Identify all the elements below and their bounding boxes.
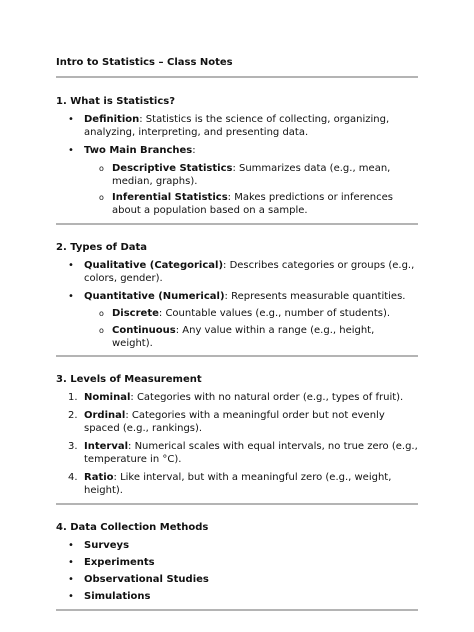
item-number: 2. xyxy=(68,410,78,421)
sub-bullet-icon: o xyxy=(99,193,104,202)
divider xyxy=(56,503,418,505)
bullet-icon: • xyxy=(68,145,74,156)
item-term: Definition xyxy=(84,114,140,125)
item-term: Quantitative (Numerical) xyxy=(84,291,225,302)
section-types-of-data xyxy=(56,241,418,350)
section-heading: 4. Data Collection Methods xyxy=(56,522,209,533)
sub-bullet-list xyxy=(56,307,418,350)
item-text: : Makes predictions or inferences about a population based on a sample. xyxy=(112,192,393,216)
item-text: : Statistics is the science of collecting, organizing, analyzing, interpreting, and presenting data. xyxy=(84,114,390,138)
item-term: Continuous xyxy=(112,325,176,336)
divider xyxy=(56,355,418,357)
item-text: : Categories with a meaningful order but not evenly spaced (e.g., rankings). xyxy=(84,410,385,434)
item-term: Qualitative (Categorical) xyxy=(84,260,224,271)
list-item xyxy=(56,391,418,404)
divider xyxy=(56,223,418,225)
sub-list-item xyxy=(56,307,418,320)
item-text: : xyxy=(192,145,196,156)
list-item xyxy=(56,113,418,139)
list-item xyxy=(56,471,418,497)
item-number: 1. xyxy=(68,392,78,403)
list-item xyxy=(56,440,418,466)
list-item xyxy=(56,556,418,569)
sub-list-item xyxy=(56,324,418,350)
divider xyxy=(56,76,418,78)
list-item xyxy=(56,409,418,435)
sub-list-item xyxy=(56,162,418,188)
item-text: : Countable values (e.g., number of students). xyxy=(158,308,391,319)
sub-bullet-list xyxy=(56,162,418,217)
page-title: Intro to Statistics – Class Notes xyxy=(56,57,233,68)
list-item xyxy=(56,539,418,552)
bullet-icon: • xyxy=(68,291,74,302)
sub-bullet-icon: o xyxy=(99,326,104,335)
section-levels-of-measurement xyxy=(56,373,418,497)
bullet-icon: • xyxy=(68,591,74,602)
section-heading: 3. Levels of Measurement xyxy=(56,374,202,385)
bullet-icon: • xyxy=(68,557,74,568)
section-data-collection-methods xyxy=(56,521,418,603)
list-item xyxy=(56,590,418,603)
bullet-icon: • xyxy=(68,114,74,125)
divider xyxy=(56,609,418,611)
list-item xyxy=(56,259,418,285)
item-term: Ordinal xyxy=(84,410,126,421)
item-term: Interval xyxy=(84,441,129,452)
section-heading: 1. What is Statistics? xyxy=(56,96,176,107)
bullet-list xyxy=(56,113,418,157)
bullet-list xyxy=(56,539,418,603)
item-term: Observational Studies xyxy=(84,574,209,585)
item-term: Descriptive Statistics xyxy=(112,163,233,174)
bullet-icon: • xyxy=(68,260,74,271)
item-term: Surveys xyxy=(84,540,130,551)
section-what-is-statistics xyxy=(56,95,418,217)
list-item xyxy=(56,573,418,586)
item-term: Two Main Branches xyxy=(84,145,193,156)
list-item xyxy=(56,290,418,303)
sub-list-item xyxy=(56,191,418,217)
item-term: Simulations xyxy=(84,591,151,602)
item-text: : Describes categories or groups (e.g., colors, gender). xyxy=(84,260,415,284)
item-term: Inferential Statistics xyxy=(112,192,228,203)
numbered-list xyxy=(56,391,418,497)
item-term: Nominal xyxy=(84,392,131,403)
document-page xyxy=(56,56,418,611)
item-text: : Like interval, but with a meaningful zero (e.g., weight, height). xyxy=(84,472,392,496)
item-text: : Categories with no natural order (e.g., types of fruit). xyxy=(130,392,404,403)
item-text: : Summarizes data (e.g., mean, median, graphs). xyxy=(112,163,391,187)
bullet-icon: • xyxy=(68,540,74,551)
item-number: 3. xyxy=(68,441,78,452)
bullet-icon: • xyxy=(68,574,74,585)
item-term: Experiments xyxy=(84,557,155,568)
item-term: Ratio xyxy=(84,472,114,483)
item-text: : Numerical scales with equal intervals, no true zero (e.g., temperature in °C). xyxy=(84,441,418,465)
sub-bullet-icon: o xyxy=(99,309,104,318)
list-item xyxy=(56,144,418,157)
bullet-list xyxy=(56,259,418,303)
item-text: : Any value within a range (e.g., height, weight). xyxy=(112,325,375,349)
section-heading: 2. Types of Data xyxy=(56,242,148,253)
item-text: : Represents measurable quantities. xyxy=(224,291,406,302)
item-term: Discrete xyxy=(112,308,159,319)
item-number: 4. xyxy=(68,472,78,483)
sub-bullet-icon: o xyxy=(99,164,104,173)
